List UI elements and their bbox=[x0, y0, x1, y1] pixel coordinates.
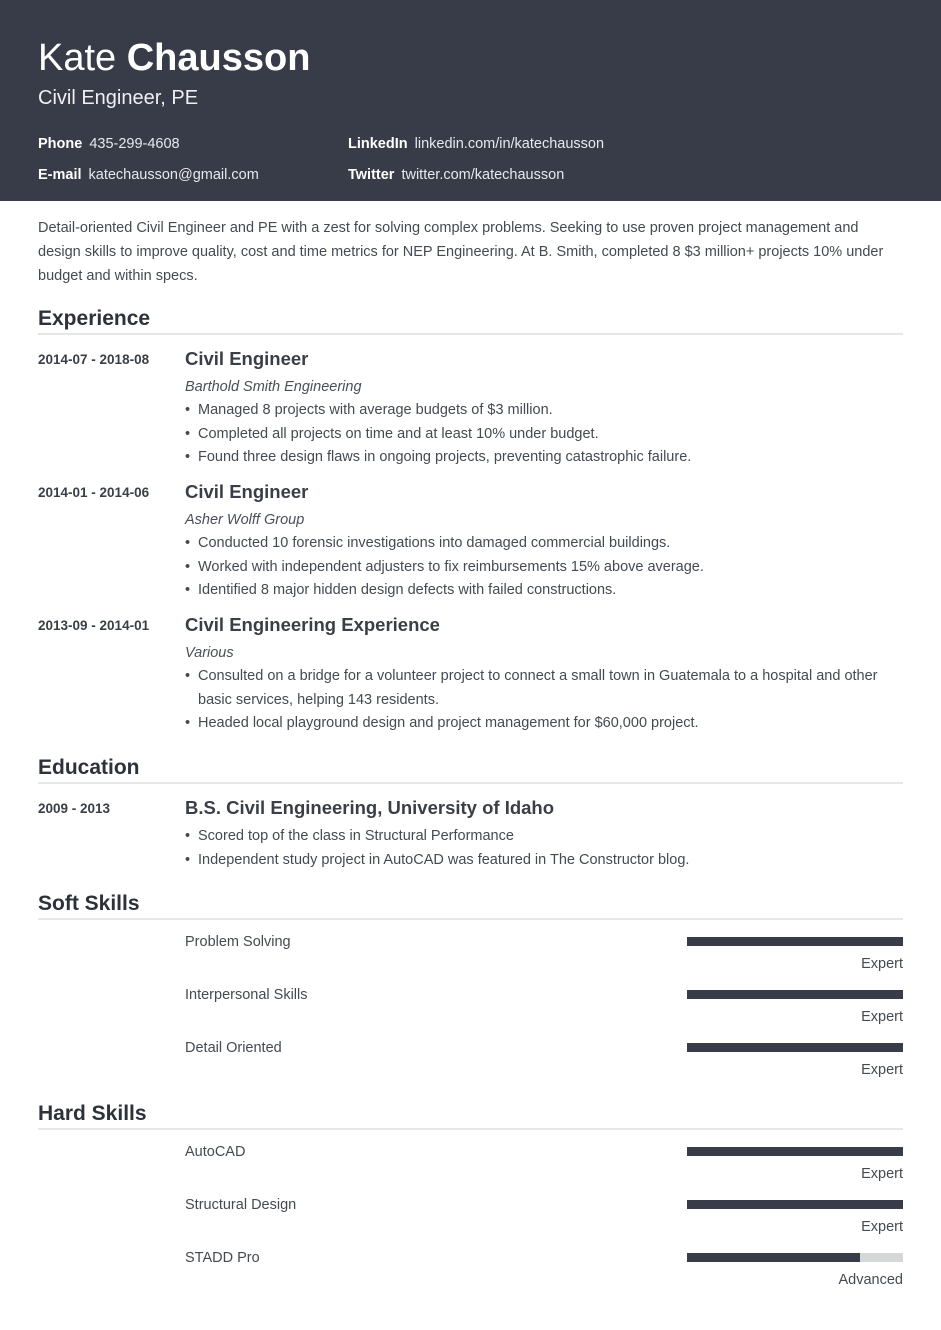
skill-level-label: Expert bbox=[861, 1166, 903, 1182]
contact-linkedin bbox=[348, 135, 604, 153]
resume-header bbox=[0, 0, 941, 201]
skill-level-label: Expert bbox=[861, 956, 903, 972]
contact-label: Phone bbox=[38, 136, 83, 152]
section-divider bbox=[38, 1128, 903, 1130]
entry-dates: 2014-01 - 2014-06 bbox=[38, 485, 150, 500]
first-name: Kate bbox=[38, 37, 117, 79]
candidate-name bbox=[38, 36, 310, 80]
skill-level-bar bbox=[687, 1253, 903, 1262]
section-divider bbox=[38, 918, 903, 920]
skill-name: AutoCAD bbox=[185, 1144, 246, 1160]
skill-level-label: Advanced bbox=[838, 1272, 903, 1288]
job-title: Civil Engineering Experience bbox=[185, 614, 440, 635]
achievement-list bbox=[185, 532, 905, 603]
soft-skills-heading: Soft Skills bbox=[38, 892, 140, 915]
skill-level-label: Expert bbox=[861, 1009, 903, 1025]
skill-name: Problem Solving bbox=[185, 934, 291, 950]
achievement-item: • Managed 8 projects with average budgets of $3 million. bbox=[185, 399, 905, 423]
job-title: Civil Engineer bbox=[185, 348, 309, 369]
achievement-item: • Scored top of the class in Structural Performance bbox=[185, 825, 905, 849]
skill-level-fill bbox=[687, 1253, 860, 1262]
candidate-title: Civil Engineer, PE bbox=[38, 87, 199, 109]
company-name: Various bbox=[185, 645, 234, 661]
skill-name: Structural Design bbox=[185, 1197, 297, 1213]
section-divider bbox=[38, 333, 903, 335]
skill-name: Interpersonal Skills bbox=[185, 987, 308, 1003]
profile-summary: Detail-oriented Civil Engineer and PE with a zest for solving complex problems. Seeking to use proven project management and design skills to improve quality, cost and time metrics for NEP Engineering. At B. Smith, completed 8 $3 million+ projects 10% under budget and within specs. bbox=[38, 220, 884, 284]
entry-dates: 2009 - 2013 bbox=[38, 801, 111, 816]
skill-level-fill bbox=[687, 1200, 903, 1209]
skill-level-label: Expert bbox=[861, 1219, 903, 1235]
entry-dates: 2013-09 - 2014-01 bbox=[38, 618, 150, 633]
entry-dates: 2014-07 - 2018-08 bbox=[38, 352, 150, 367]
achievement-item: • Independent study project in AutoCAD was featured in The Constructor blog. bbox=[185, 849, 905, 873]
skill-name: STADD Pro bbox=[185, 1250, 260, 1266]
experience-heading: Experience bbox=[38, 307, 151, 330]
company-name: Asher Wolff Group bbox=[185, 512, 305, 528]
contact-label: E-mail bbox=[38, 167, 82, 183]
contact-value[interactable]: katechausson@gmail.com bbox=[88, 167, 259, 183]
contact-email bbox=[38, 166, 259, 184]
achievement-item: • Identified 8 major hidden design defects with failed constructions. bbox=[185, 579, 905, 603]
skill-level-fill bbox=[687, 937, 903, 946]
skill-level-fill bbox=[687, 1043, 903, 1052]
degree-title: B.S. Civil Engineering, University of Idaho bbox=[185, 797, 555, 818]
contact-phone bbox=[38, 135, 180, 153]
achievement-list bbox=[185, 825, 905, 872]
achievement-item: • Completed all projects on time and at least 10% under budget. bbox=[185, 423, 905, 447]
section-divider bbox=[38, 782, 903, 784]
achievement-list bbox=[185, 399, 905, 470]
contact-twitter bbox=[348, 166, 564, 184]
education-heading: Education bbox=[38, 756, 140, 779]
hard-skills-heading: Hard Skills bbox=[38, 1102, 147, 1125]
company-name: Barthold Smith Engineering bbox=[185, 379, 362, 395]
contact-value[interactable]: 435-299-4608 bbox=[89, 136, 180, 152]
achievement-item: • Consulted on a bridge for a volunteer project to connect a small town in Guatemala to a hospital and other basic services, helping 143 residents. bbox=[185, 665, 905, 712]
achievement-item: • Found three design flaws in ongoing projects, preventing catastrophic failure. bbox=[185, 446, 905, 470]
skill-name: Detail Oriented bbox=[185, 1040, 282, 1056]
skill-level-fill bbox=[687, 1147, 903, 1156]
contact-value[interactable]: twitter.com/katechausson bbox=[401, 167, 565, 183]
last-name: Chausson bbox=[126, 37, 311, 79]
skill-level-label: Expert bbox=[861, 1062, 903, 1078]
contact-label: Twitter bbox=[348, 167, 395, 183]
achievement-list bbox=[185, 665, 905, 736]
skill-level-bar bbox=[687, 1043, 903, 1052]
skill-level-bar bbox=[687, 1200, 903, 1209]
skill-level-bar bbox=[687, 990, 903, 999]
contact-label: LinkedIn bbox=[348, 136, 408, 152]
skill-level-bar bbox=[687, 1147, 903, 1156]
achievement-item: • Conducted 10 forensic investigations into damaged commercial buildings. bbox=[185, 532, 905, 556]
skill-level-fill bbox=[687, 990, 903, 999]
contact-value[interactable]: linkedin.com/in/katechausson bbox=[414, 136, 605, 152]
skill-level-bar bbox=[687, 937, 903, 946]
achievement-item: • Worked with independent adjusters to fix reimbursements 15% above average. bbox=[185, 556, 905, 580]
achievement-item: • Headed local playground design and project management for $60,000 project. bbox=[185, 712, 905, 736]
job-title: Civil Engineer bbox=[185, 481, 309, 502]
